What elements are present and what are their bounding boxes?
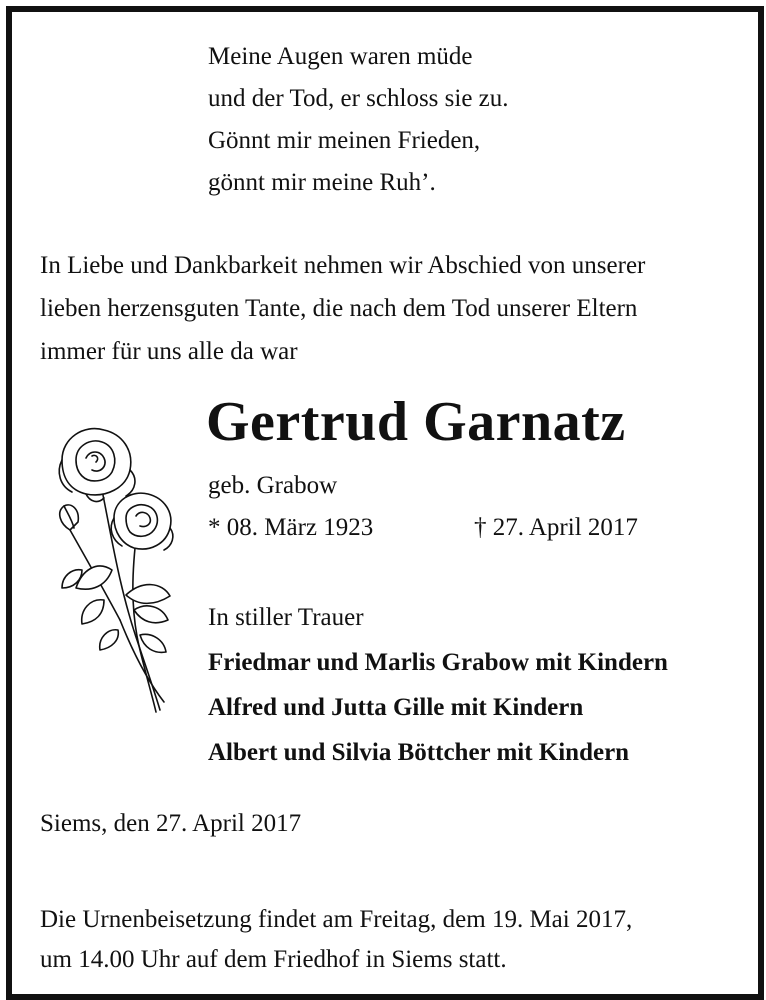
mourner-family: Albert und Silvia Böttcher mit Kindern (208, 739, 630, 766)
poem-line: Meine Augen waren müde (208, 43, 473, 70)
mourner-family: Alfred und Jutta Gille mit Kindern (208, 694, 584, 721)
mourner-family: Friedmar und Marlis Grabow mit Kindern (208, 649, 668, 676)
poem-line: gönnt mir meine Ruh’. (208, 169, 436, 196)
poem-line: und der Tod, er schloss sie zu. (208, 85, 509, 112)
burial-line: um 14.00 Uhr auf dem Friedhof in Siems statt. (40, 946, 507, 973)
deceased-name: Gertrud Garnatz (206, 391, 626, 453)
intro-line: In Liebe und Dankbarkeit nehmen wir Abschied von unserer (40, 252, 646, 279)
poem-line: Gönnt mir meinen Frieden, (208, 127, 481, 154)
place-date: Siems, den 27. April 2017 (40, 810, 302, 837)
obituary-notice (6, 6, 764, 1000)
intro-text (40, 244, 740, 373)
mourning-lead: In stiller Trauer (208, 604, 364, 631)
burial-info (40, 900, 632, 980)
maiden-name: geb. Grabow (208, 472, 338, 499)
birth-date: * 08. März 1923 (208, 514, 374, 541)
rose-illustration (42, 420, 192, 720)
burial-line: Die Urnenbeisetzung findet am Freitag, dem 19. Mai 2017, (40, 906, 633, 933)
mourners-block (208, 595, 668, 775)
intro-line: lieben herzensguten Tante, die nach dem Tod unserer Eltern (40, 295, 638, 322)
intro-line: immer für uns alle da war (40, 338, 298, 365)
death-date: † 27. April 2017 (474, 514, 638, 541)
poem (208, 36, 509, 204)
